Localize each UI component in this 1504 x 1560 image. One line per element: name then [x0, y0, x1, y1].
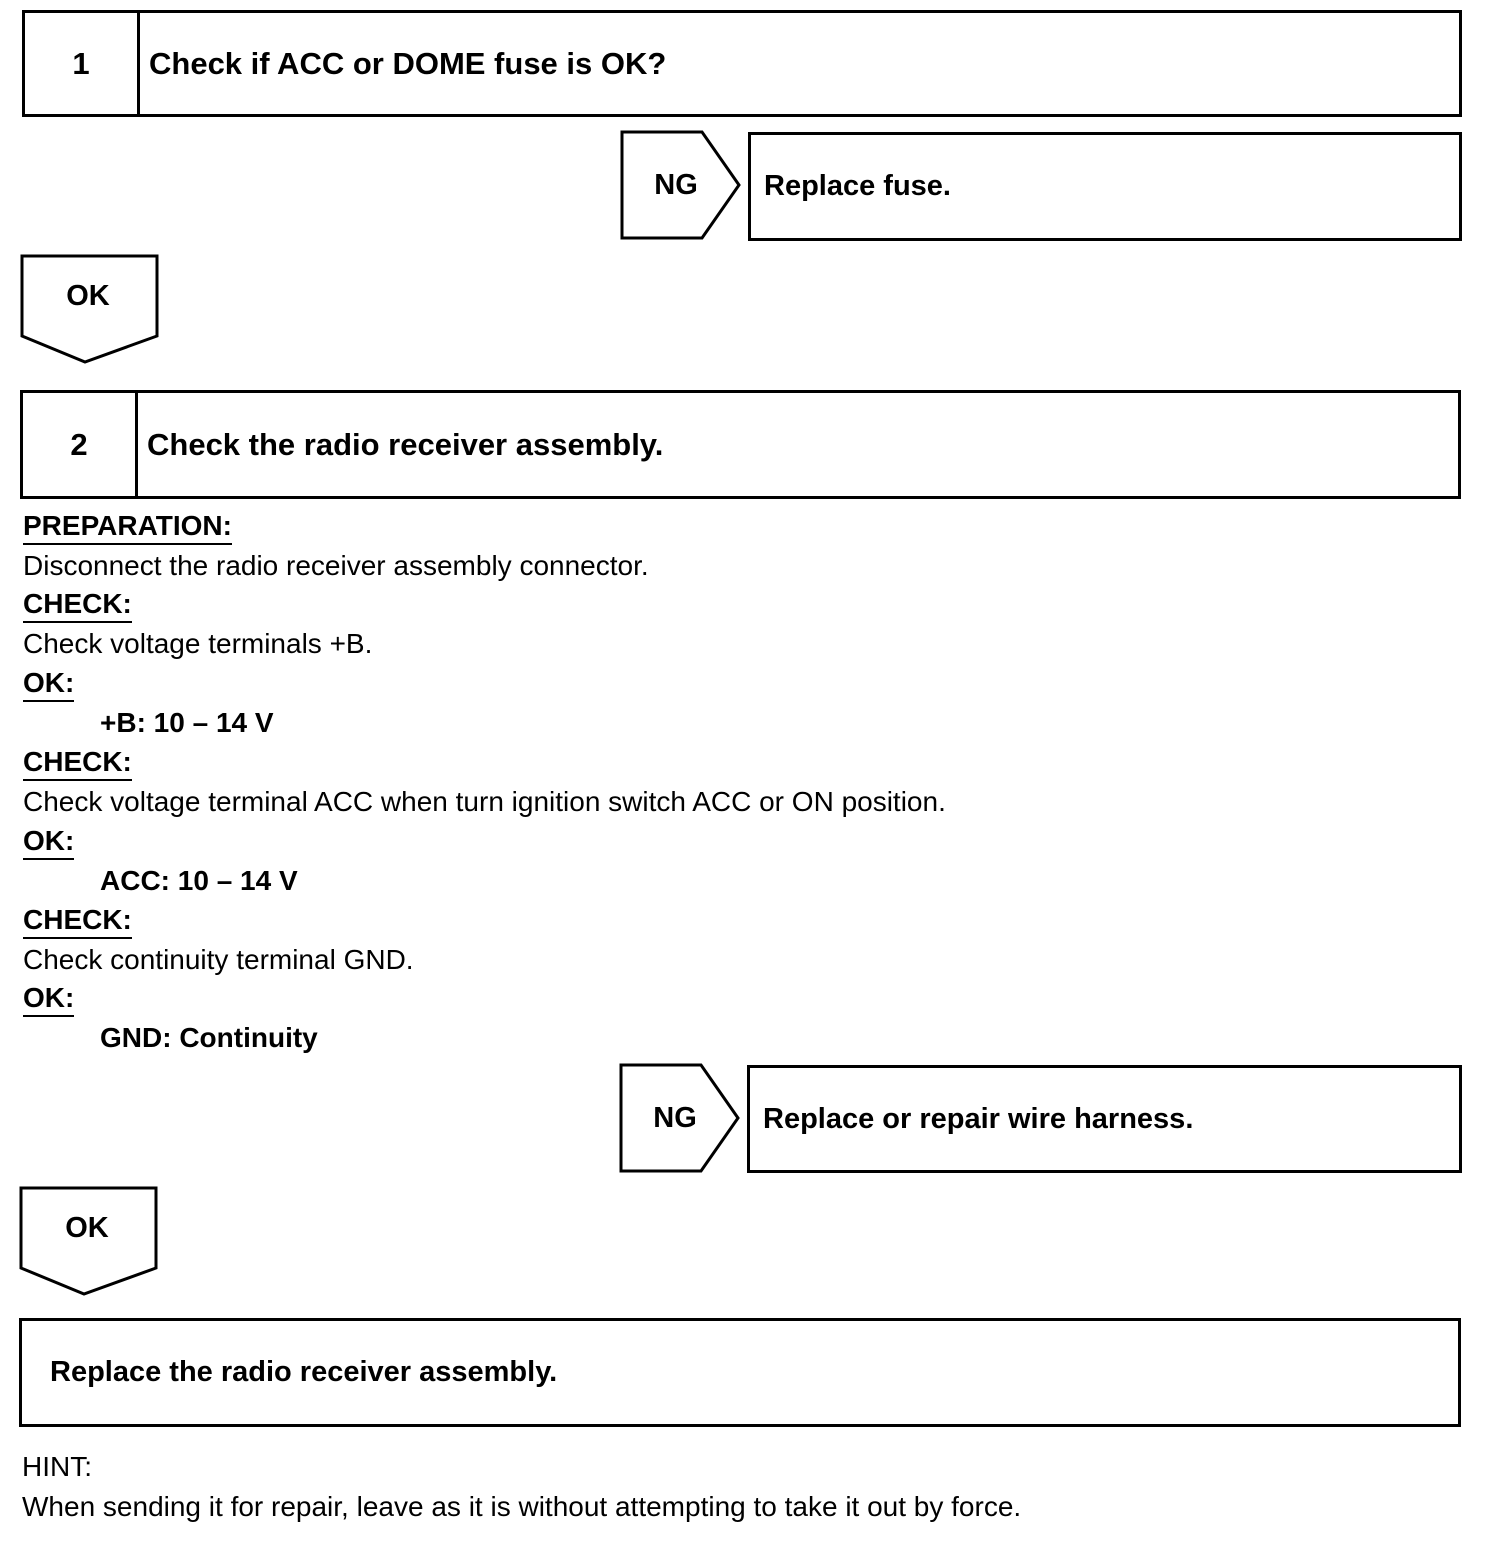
ok-spec: +B: 10 – 14 V [100, 707, 274, 738]
hint-text: When sending it for repair, leave as it is without attempting to take it out by force. [22, 1491, 1022, 1522]
ok-label: OK [65, 1211, 109, 1244]
step-number: 1 [25, 13, 140, 114]
final-action-box: Replace the radio receiver assembly. [19, 1318, 1461, 1427]
hint-heading: HINT: [22, 1451, 92, 1482]
ok-heading: OK: [23, 667, 74, 702]
ng-label: NG [654, 168, 698, 201]
check-heading: CHECK: [23, 746, 132, 781]
preparation-heading: PREPARATION: [23, 510, 232, 545]
ok-spec: ACC: 10 – 14 V [100, 865, 298, 896]
step-2-box [20, 390, 1461, 499]
ok-spec: GND: Continuity [100, 1022, 318, 1053]
ok-heading: OK: [23, 982, 74, 1017]
ng-label: NG [653, 1101, 697, 1134]
step-title: Check if ACC or DOME fuse is OK? [149, 45, 667, 81]
ok-label: OK [66, 279, 110, 312]
preparation-text: Disconnect the radio receiver assembly connector. [23, 550, 649, 581]
step-1-box [22, 10, 1462, 117]
check-text: Check voltage terminal ACC when turn ignition switch ACC or ON position. [23, 786, 946, 817]
ok-heading: OK: [23, 825, 74, 860]
ng-result-box: Replace or repair wire harness. [747, 1065, 1462, 1173]
check-heading: CHECK: [23, 904, 132, 939]
check-text: Check voltage terminals +B. [23, 628, 373, 659]
step-number: 2 [23, 393, 138, 496]
ng-result-box: Replace fuse. [748, 132, 1462, 241]
step-title: Check the radio receiver assembly. [147, 426, 664, 462]
check-heading: CHECK: [23, 588, 132, 623]
check-text: Check continuity terminal GND. [23, 944, 414, 975]
